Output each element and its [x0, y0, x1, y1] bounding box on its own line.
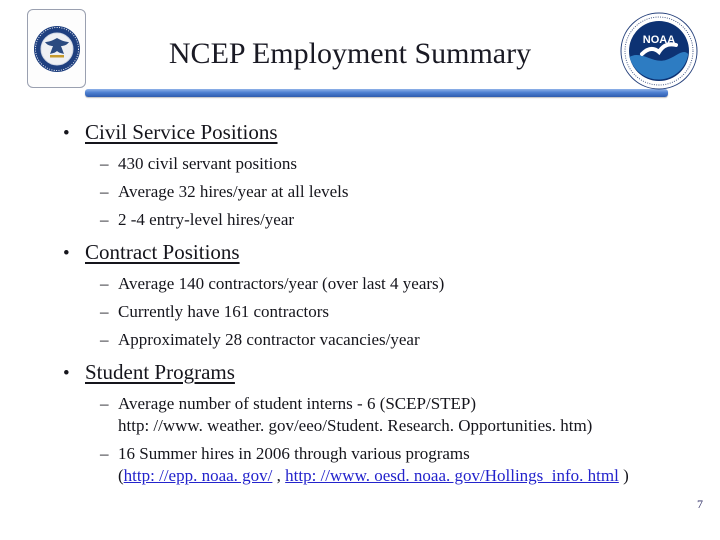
section-heading-student-programs: Student Programs [85, 360, 235, 384]
list-item [100, 443, 675, 487]
item-text: 2 -4 entry-level hires/year [118, 210, 295, 229]
dash-icon: – [100, 154, 109, 173]
dash-icon: – [100, 182, 109, 201]
section-contract [63, 239, 675, 351]
commerce-seal-logo [27, 9, 86, 88]
item-line-url: http: //www. weather. gov/eeo/Student. Research. Opportunities. htm) [118, 416, 593, 435]
item-text: 430 civil servant positions [118, 154, 297, 173]
list-item [100, 393, 675, 437]
bullet-icon: • [63, 123, 70, 144]
list-item [100, 273, 675, 295]
dash-icon: – [100, 302, 109, 321]
link-oesd-hollings[interactable]: http: //www. oesd. noaa. gov/Hollings_info. html [285, 466, 619, 485]
section-heading-contract: Contract Positions [85, 240, 240, 264]
section-items [63, 153, 675, 231]
dash-icon: – [100, 330, 109, 349]
close-paren: ) [618, 466, 629, 485]
item-line: Average number of student interns - 6 (SCEP/STEP) [118, 394, 477, 413]
page-title: NCEP Employment Summary [168, 37, 532, 70]
slide-content [63, 119, 675, 487]
page-number: 7 [697, 497, 703, 511]
item-text: Average 140 contractors/year (over last 4 years) [118, 274, 445, 293]
noaa-logo-graphic [620, 12, 698, 90]
item-text: Average 32 hires/year at all levels [118, 182, 349, 201]
noaa-logo [620, 12, 698, 90]
list-item [100, 153, 675, 175]
heading-row [63, 239, 675, 266]
link-epp-noaa[interactable]: http: //epp. noaa. gov/ [123, 466, 273, 485]
title-divider [85, 89, 668, 97]
list-item [100, 181, 675, 203]
item-text: Currently have 161 contractors [118, 302, 330, 321]
bullet-icon: • [63, 243, 70, 264]
item-text [118, 393, 675, 437]
section-items [63, 273, 675, 351]
link-separator: , [272, 466, 286, 485]
dash-icon: – [100, 274, 109, 293]
open-paren: ( [118, 466, 124, 485]
list-item [100, 301, 675, 323]
dash-icon: – [100, 394, 109, 413]
dash-icon: – [100, 210, 109, 229]
section-student-programs [63, 359, 675, 487]
item-text [118, 443, 675, 487]
item-line-links [118, 465, 675, 487]
list-item [100, 209, 675, 231]
heading-row [63, 359, 675, 386]
commerce-seal-graphic [33, 16, 81, 82]
bullet-icon: • [63, 363, 70, 384]
item-line: 16 Summer hires in 2006 through various programs [118, 444, 470, 463]
item-text: Approximately 28 contractor vacancies/year [118, 330, 420, 349]
section-heading-civil-service: Civil Service Positions [85, 120, 278, 144]
heading-row [63, 119, 675, 146]
list-item [100, 329, 675, 351]
noaa-logo-text: NOAA [642, 34, 676, 46]
section-civil-service [63, 119, 675, 231]
section-items [63, 393, 675, 487]
dash-icon: – [100, 444, 109, 463]
